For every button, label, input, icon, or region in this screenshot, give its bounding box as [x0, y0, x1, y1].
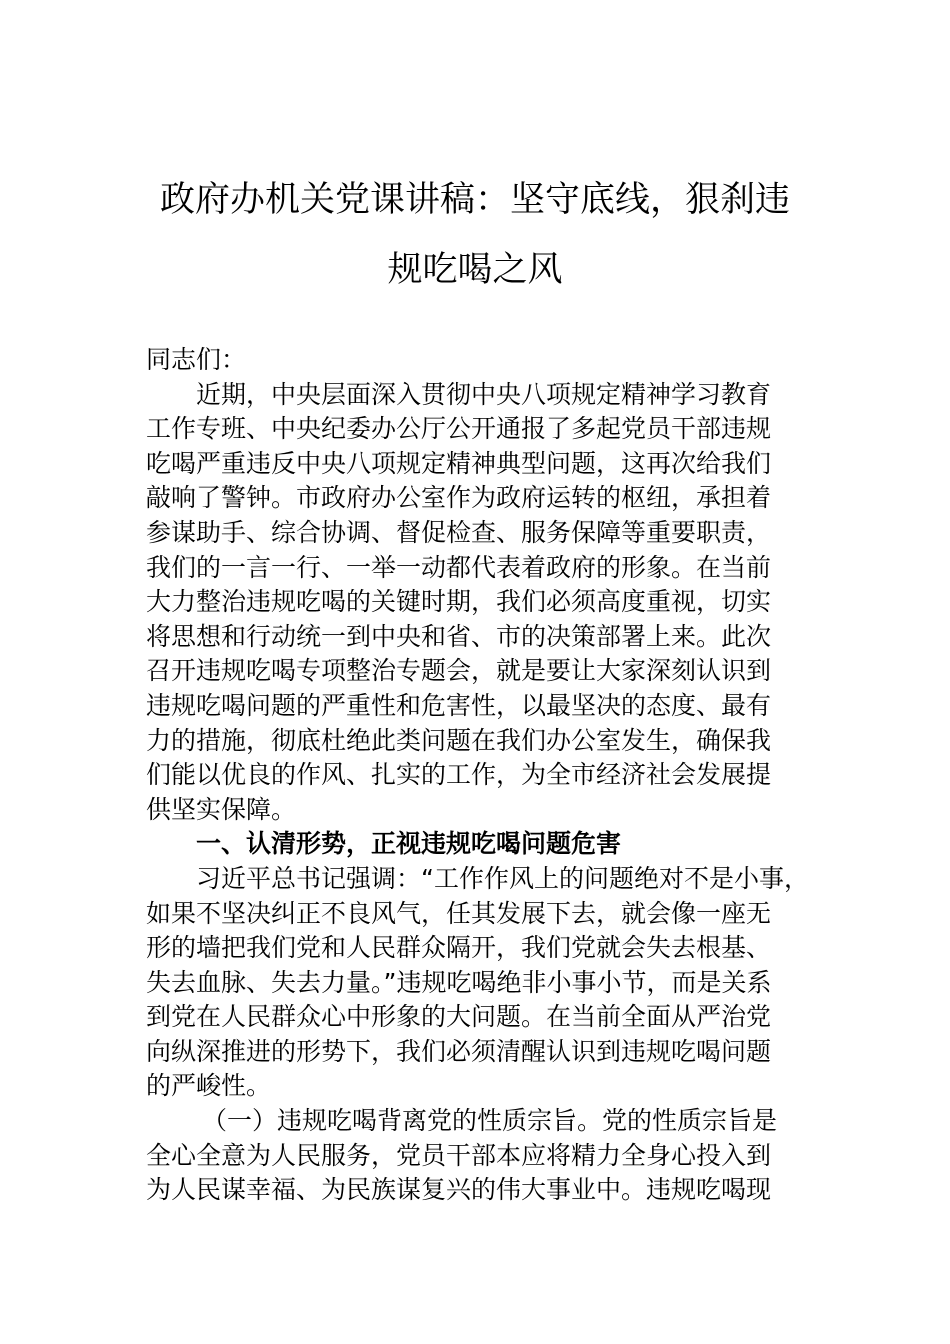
paragraph-line: 习近平总书记强调：“工作作风上的问题绝对不是小事，: [196, 863, 809, 893]
paragraph-line: 到党在人民群众心中形象的大问题。在当前全面从严治党: [146, 1002, 772, 1032]
paragraph-line: 形的墙把我们党和人民群众隔开，我们党就会失去根基、: [146, 933, 772, 963]
document-title-line-2: 规吃喝之风: [387, 250, 563, 290]
subsection-line: （一）违规吃喝背离党的性质宗旨。党的性质宗旨是: [202, 1106, 778, 1136]
paragraph-line: 近期，中央层面深入贯彻中央八项规定精神学习教育: [196, 379, 772, 409]
paragraph-line: 召开违规吃喝专项整治专题会，就是要让大家深刻认识到: [146, 656, 772, 686]
paragraph-line: 为人民谋幸福、为民族谋复兴的伟大事业中。违规吃喝现: [146, 1175, 772, 1205]
paragraph-line: 工作专班、中央纪委办公厅公开通报了多起党员干部违规: [146, 414, 772, 444]
paragraph-line: 违规吃喝问题的严重性和危害性，以最坚决的态度、最有: [146, 690, 772, 720]
paragraph-line: 吃喝严重违反中央八项规定精神典型问题，这再次给我们: [146, 448, 772, 478]
paragraph-line: 向纵深推进的形势下，我们必须清醒认识到违规吃喝问题: [146, 1036, 772, 1066]
paragraph-line: 我们的一言一行、一举一动都代表着政府的形象。在当前: [146, 552, 772, 582]
paragraph-line: 敲响了警钟。市政府办公室作为政府运转的枢纽，承担着: [146, 483, 772, 513]
paragraph-line: 们能以优良的作风、扎实的工作，为全市经济社会发展提: [146, 760, 772, 790]
paragraph-line: 失去血脉、失去力量。”违规吃喝绝非小事小节，而是关系: [146, 967, 772, 997]
paragraph-line: 参谋助手、综合协调、督促检查、服务保障等重要职责，: [146, 517, 772, 547]
document-body: [146, 343, 808, 1208]
paragraph-line: 供坚实保障。: [146, 794, 297, 824]
paragraph-line: 将思想和行动统一到中央和省、市的决策部署上来。此次: [146, 621, 772, 651]
section-heading: 一、认清形势，正视违规吃喝问题危害: [196, 829, 622, 859]
paragraph-line: 力的措施，彻底杜绝此类问题在我们办公室发生，确保我: [146, 725, 772, 755]
paragraph-line: 大力整治违规吃喝的关键时期，我们必须高度重视，切实: [146, 587, 772, 617]
document-title-line-1: 政府办机关党课讲稿：坚守底线，狠刹违: [159, 180, 790, 220]
paragraph-line: 的严峻性。: [146, 1071, 272, 1101]
paragraph-line: 全心全意为人民服务，党员干部本应将精力全身心投入到: [146, 1140, 772, 1170]
salutation: 同志们：: [146, 345, 247, 374]
paragraph-line: 如果不坚决纠正不良风气，任其发展下去，就会像一座无: [146, 898, 772, 928]
